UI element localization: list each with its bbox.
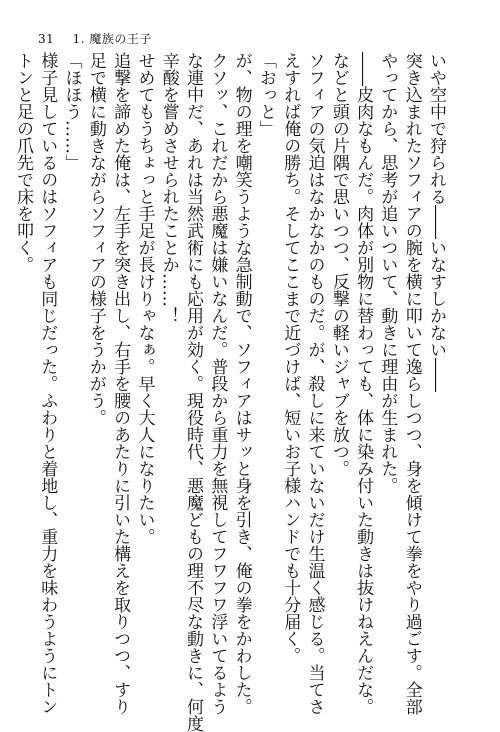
text-line: クソッ、これだから悪魔は嫌いなんだ。普段から重力を無視してフワフワ浮いてるよう [207, 52, 228, 715]
vertical-text-body [12, 52, 448, 732]
chapter-title: 1. 魔族の王子 [72, 32, 152, 46]
text-line: えすれば俺の勝ち。そしてここまで近づけば、短いお子様ハンドでも十分届く。 [280, 52, 301, 664]
text-line: 「ほほう……」 [61, 52, 82, 171]
text-line: ソフィアの気迫はなかなかのものだ。が、殺しに来ていないだけ生温く感じる。当てさ [304, 52, 325, 715]
text-line: などと頭の片隅で思いつつ、反撃の軽いジャブを放つ。 [328, 52, 349, 477]
text-line: 足で横に動きながらソフィアの様子をうかがう。 [85, 52, 106, 426]
text-line: 「おっと」 [255, 52, 276, 137]
text-line: 突き込まれたソフィアの腕を横に叩いて逸らしつつ、身を傾けて拳をやり過ごす。全部 [401, 52, 422, 715]
text-line: せめてもうちょっと手足が長けりゃなぁ。早く大人になりたい。 [134, 52, 155, 545]
text-line: いや空中で狩られる――いなすしかない―― [426, 52, 446, 392]
text-line: トンと足の爪先で床を叩く。 [12, 52, 33, 273]
text-line: 辛酸を嘗めさせられたことか……！ [158, 52, 179, 324]
running-header [38, 30, 152, 47]
text-line: 様子見しているのはソフィアも同じだった。ふわりと着地し、重力を味わうようにトン [37, 52, 58, 715]
text-line: ――皮肉なもんだ。肉体が別物に替わっても、体に染み付いた動きは抜けねえんだな。 [353, 52, 374, 715]
text-line: が、物の理を嘲笑うような急制動で、ソフィアはサッと身を引き、俺の拳をかわした。 [231, 52, 252, 715]
text-line: やってから、思考が追いついて、動きに理由が生まれた。 [377, 52, 398, 494]
text-line: な連中だ、あれは当然武術にも応用が効く。現役時代、悪魔どもの理不尽な動きに、何度 [183, 52, 204, 732]
page-number: 31 [38, 32, 55, 46]
text-line: 追撃を諦めた俺は、左手を突き出し、右手を腰のあたりに引いた構えを取りつつ、すり [110, 52, 131, 715]
